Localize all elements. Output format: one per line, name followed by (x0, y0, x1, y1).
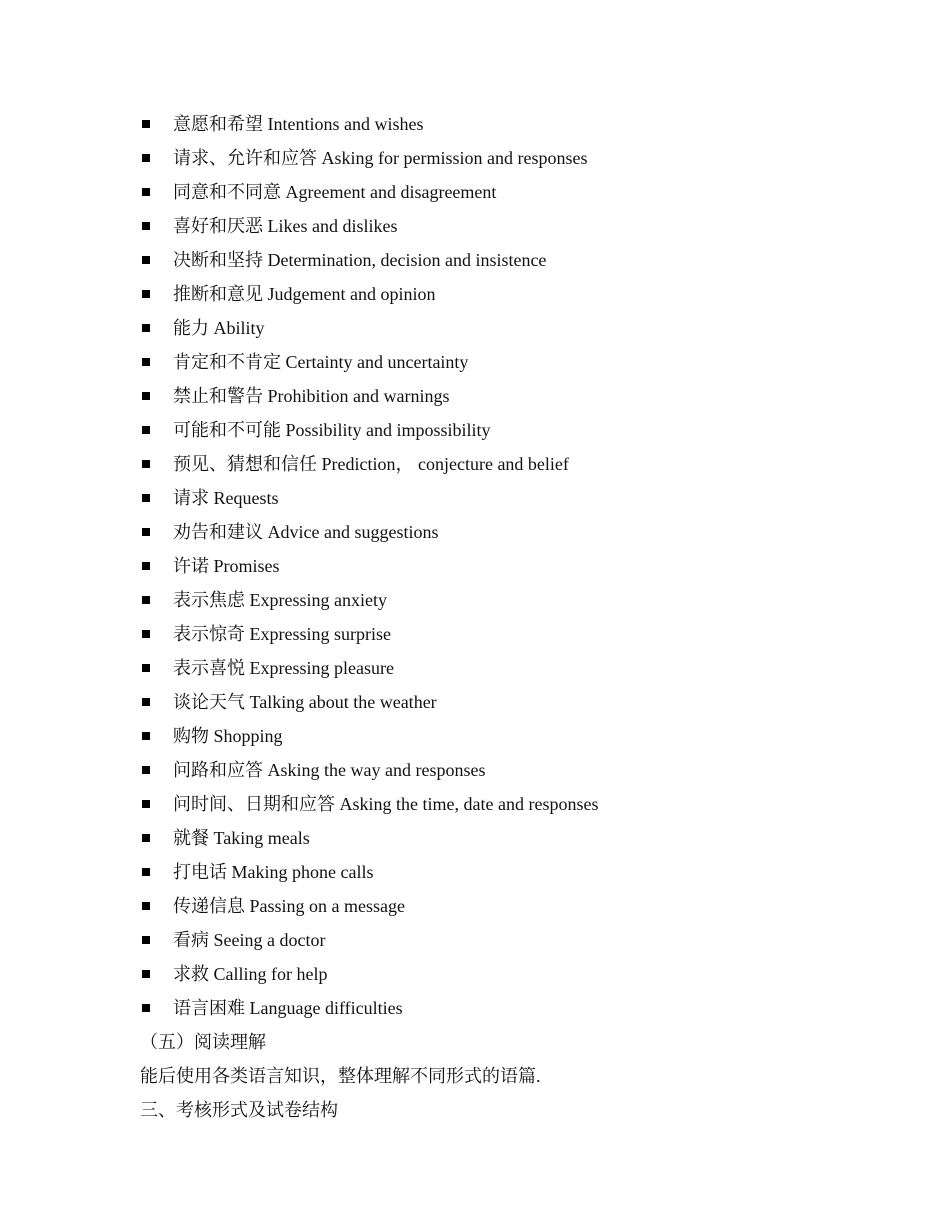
list-item-text: 请求 Requests (173, 488, 279, 508)
square-bullet-icon (142, 936, 150, 944)
square-bullet-icon (142, 426, 150, 434)
list-item (140, 651, 598, 685)
list-item (140, 719, 598, 753)
square-bullet-icon (142, 664, 150, 672)
square-bullet-icon (142, 868, 150, 876)
list-item-text: 推断和意见 Judgement and opinion (173, 284, 436, 304)
list-item-text: 喜好和厌恶 Likes and dislikes (173, 216, 398, 236)
function-topic-list (140, 107, 598, 1025)
square-bullet-icon (142, 698, 150, 706)
list-item (140, 753, 598, 787)
square-bullet-icon (142, 902, 150, 910)
list-item (140, 991, 598, 1025)
list-item-text: 请求、允许和应答 Asking for permission and responses (173, 148, 588, 168)
square-bullet-icon (142, 154, 150, 162)
square-bullet-icon (142, 494, 150, 502)
list-item (140, 379, 598, 413)
list-item (140, 923, 598, 957)
list-item-text: 可能和不可能 Possibility and impossibility (173, 420, 491, 440)
list-item-text: 表示惊奇 Expressing surprise (173, 624, 391, 644)
list-item (140, 209, 598, 243)
list-item-text: 求救 Calling for help (173, 964, 328, 984)
list-item-text: 许诺 Promises (173, 556, 280, 576)
square-bullet-icon (142, 1004, 150, 1012)
list-item-text: 打电话 Making phone calls (173, 862, 374, 882)
list-item-text: 肯定和不肯定 Certainty and uncertainty (173, 352, 469, 372)
list-item-text: 决断和坚持 Determination, decision and insistence (173, 250, 547, 270)
section-heading: （五）阅读理解 (140, 1032, 266, 1052)
list-item-text: 预见、猜想和信任 Prediction， conjecture and belief (173, 454, 569, 474)
list-item-text: 传递信息 Passing on a message (173, 896, 405, 916)
list-item (140, 617, 598, 651)
list-item-text: 表示焦虑 Expressing anxiety (173, 590, 387, 610)
list-item (140, 685, 598, 719)
list-item-text: 劝告和建议 Advice and suggestions (173, 522, 439, 542)
square-bullet-icon (142, 392, 150, 400)
section-text: 能后使用各类语言知识，整体理解不同形式的语篇. (140, 1066, 541, 1086)
list-item (140, 889, 598, 923)
list-item-text: 语言困难 Language difficulties (173, 998, 403, 1018)
square-bullet-icon (142, 766, 150, 774)
list-item-text: 问时间、日期和应答 Asking the time, date and responses (173, 794, 599, 814)
square-bullet-icon (142, 528, 150, 536)
list-item (140, 175, 598, 209)
list-item-text: 能力 Ability (173, 318, 265, 338)
square-bullet-icon (142, 970, 150, 978)
list-item (140, 821, 598, 855)
list-item (140, 311, 598, 345)
square-bullet-icon (142, 562, 150, 570)
list-item (140, 243, 598, 277)
square-bullet-icon (142, 596, 150, 604)
list-item (140, 481, 598, 515)
square-bullet-icon (142, 256, 150, 264)
list-item (140, 855, 598, 889)
list-item (140, 345, 598, 379)
list-item (140, 141, 598, 175)
list-item-text: 同意和不同意 Agreement and disagreement (173, 182, 497, 202)
list-item (140, 413, 598, 447)
list-item-text: 看病 Seeing a doctor (173, 930, 326, 950)
list-item (140, 107, 598, 141)
list-item-text: 谈论天气 Talking about the weather (173, 692, 437, 712)
square-bullet-icon (142, 120, 150, 128)
square-bullet-icon (142, 732, 150, 740)
square-bullet-icon (142, 290, 150, 298)
list-item (140, 957, 598, 991)
list-item (140, 787, 598, 821)
square-bullet-icon (142, 834, 150, 842)
list-item-text: 购物 Shopping (173, 726, 283, 746)
list-item-text: 就餐 Taking meals (173, 828, 310, 848)
list-item-text: 禁止和警告 Prohibition and warnings (173, 386, 450, 406)
square-bullet-icon (142, 324, 150, 332)
list-item (140, 447, 598, 481)
list-item (140, 277, 598, 311)
square-bullet-icon (142, 188, 150, 196)
list-item-text: 表示喜悦 Expressing pleasure (173, 658, 394, 678)
list-item-text: 意愿和希望 Intentions and wishes (173, 114, 424, 134)
square-bullet-icon (142, 358, 150, 366)
list-item-text: 问路和应答 Asking the way and responses (173, 760, 486, 780)
list-item (140, 549, 598, 583)
list-item (140, 515, 598, 549)
list-item (140, 583, 598, 617)
square-bullet-icon (142, 222, 150, 230)
square-bullet-icon (142, 460, 150, 468)
square-bullet-icon (142, 800, 150, 808)
square-bullet-icon (142, 630, 150, 638)
next-heading: 三、考核形式及试卷结构 (140, 1100, 338, 1120)
